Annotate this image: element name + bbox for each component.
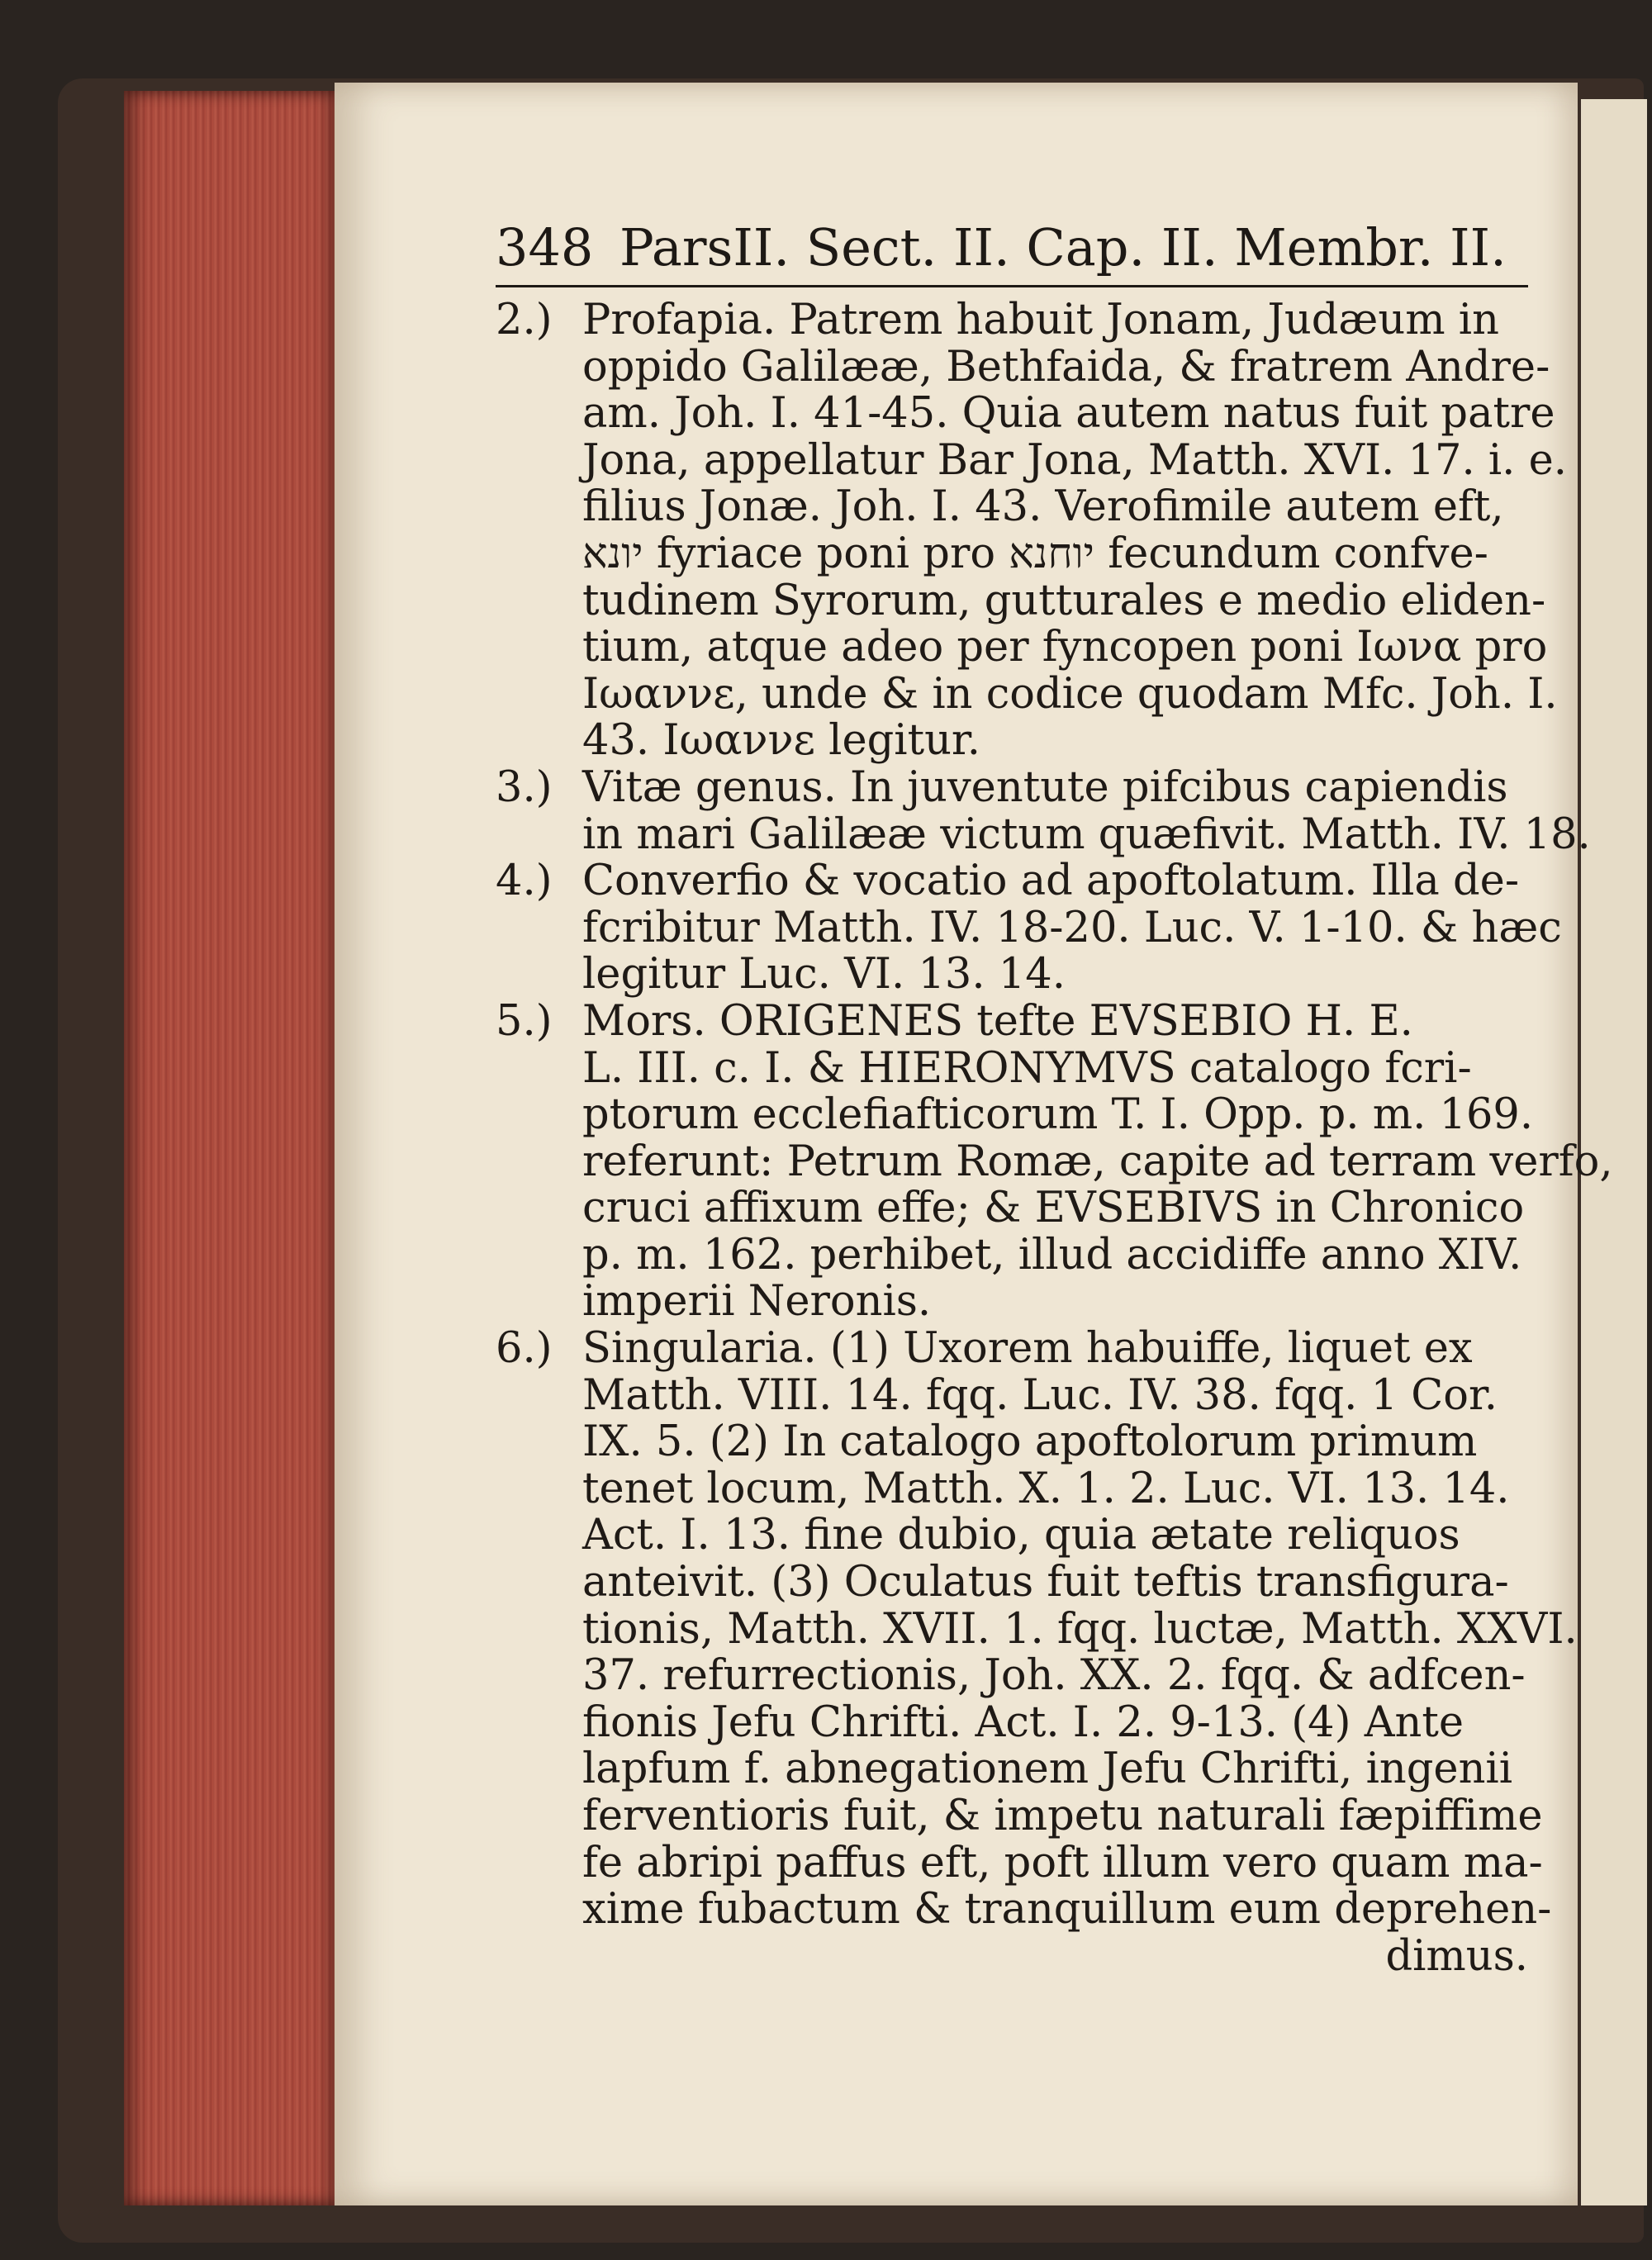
text-line [496, 810, 1591, 859]
line-text: filius Jonæ. Joh. I. 43. Verofimile autem eft, [582, 482, 1504, 532]
line-text: fcribitur Matth. IV. 18-20. Luc. V. 1-10. & hæc [582, 903, 1562, 952]
text-line [496, 342, 1550, 392]
text-line [496, 1279, 1528, 1326]
line-text: oppido Galilææ, Bethfaida, & fratrem Andre- [582, 342, 1550, 392]
text-block [496, 296, 1613, 1981]
text-line [496, 389, 1555, 439]
running-header [496, 211, 1528, 287]
text-line [496, 1419, 1528, 1466]
line-text: fe abripi paffus eft, poft illum vero quam ma- [582, 1838, 1543, 1887]
text-line [496, 297, 1528, 344]
line-text: tudinem Syrorum, gutturales e medio eliden- [582, 576, 1546, 625]
text-line [496, 996, 1528, 1046]
line-text: tionis, Matth. XVII. 1. fqq. luctæ, Matth. XXVI. [582, 1604, 1578, 1654]
text-line [496, 1090, 1534, 1140]
text-line [496, 669, 1558, 719]
line-text: xime fubactum & tranquillum eum deprehen- [582, 1885, 1552, 1935]
note-number: 6.) [496, 1324, 553, 1374]
text-line [496, 1466, 1528, 1513]
text-line [496, 1653, 1528, 1700]
text-line [496, 1512, 1528, 1560]
page-edges [124, 91, 339, 2205]
line-text: am. Joh. I. 41-45. Quia autem natus fuit patre [582, 389, 1555, 439]
line-text: IX. 5. (2) In catalogo apoftolorum primum [582, 1417, 1478, 1467]
text-line [496, 576, 1546, 625]
text-line [496, 1792, 1543, 1840]
line-text: p. m. 162. perhibet, illud accidiffe anno XIV. [582, 1230, 1522, 1280]
line-text: legitur Luc. VI. 13. 14. [582, 950, 1066, 999]
note-number: 5.) [496, 996, 553, 1046]
text-line [496, 903, 1562, 952]
text-line [496, 1326, 1528, 1373]
line-text: 37. refurrectionis, Joh. XX. 2. fqq. & adfcen- [582, 1651, 1526, 1701]
line-text: Singularia. (1) Uxorem habuiffe, liquet ex [582, 1324, 1473, 1374]
line-text: יונא fyriace poni pro יוחנא fecundum confve- [582, 529, 1488, 578]
text-line [496, 718, 1528, 765]
text-line [496, 1232, 1528, 1280]
text-line [496, 1185, 1528, 1232]
line-text: in mari Galilææ victum quæfivit. Matth. IV. 18. [582, 810, 1591, 859]
line-text: dimus. [1385, 1931, 1528, 1981]
book-page [335, 83, 1613, 2205]
text-line [496, 1931, 1528, 1981]
text-line [496, 1137, 1613, 1186]
text-line [496, 1370, 1528, 1420]
note-number: 4.) [496, 857, 553, 906]
note-number: 2.) [496, 296, 553, 344]
line-text: 43. Ιωαννε legitur. [582, 716, 980, 766]
text-line [496, 858, 1528, 905]
line-text: Act. I. 13. fine dubio, quia ætate reliquos [582, 1511, 1460, 1560]
running-title: ParsII. Sect. II. Cap. II. Membr. II. [620, 217, 1507, 278]
line-text: tenet locum, Matth. X. 1. 2. Luc. VI. 13. 14. [582, 1464, 1510, 1513]
text-line [496, 623, 1548, 672]
line-text: fionis Jefu Chrifti. Act. I. 2. 9-13. (4) Ante [582, 1697, 1464, 1747]
text-line [496, 1838, 1543, 1887]
line-text: ferventioris fuit, & impetu naturali fæpiffime [582, 1792, 1543, 1840]
line-text: ptorum ecclefiafticorum T. I. Opp. p. m. 169. [582, 1090, 1534, 1140]
line-text: Mors. ORIGENES tefte EVSEBIO H. E. [582, 996, 1413, 1046]
text-line [496, 531, 1528, 578]
text-line [496, 1560, 1528, 1607]
line-text: Matth. VIII. 14. fqq. Luc. IV. 38. fqq. 1 Cor. [582, 1370, 1498, 1420]
text-line [496, 1697, 1528, 1747]
line-text: referunt: Petrum Romæ, capite ad terram verfo, [582, 1137, 1613, 1186]
text-line [496, 952, 1528, 999]
text-line [496, 762, 1528, 812]
line-text: Vitæ genus. In juventute pifcibus capiendis [582, 762, 1508, 812]
line-text: anteivit. (3) Oculatus fuit teftis transfigura- [582, 1558, 1509, 1607]
page-number: 348 [496, 217, 594, 278]
line-text: lapfum f. abnegationem Jefu Chrifti, ingenii [582, 1745, 1513, 1794]
line-text: Jona, appellatur Bar Jona, Matth. XVI. 17. i. e. [582, 435, 1568, 485]
line-text: tium, atque adeo per fyncopen poni Ιωνα pro [582, 623, 1548, 672]
line-text: imperii Neronis. [582, 1277, 932, 1327]
text-line [496, 1746, 1528, 1793]
text-line [496, 435, 1568, 485]
text-line [496, 1604, 1578, 1654]
text-line [496, 484, 1528, 531]
line-text: Profapia. Patrem habuit Jonam, Judæum in [582, 296, 1499, 344]
text-line [496, 1043, 1528, 1093]
line-text: cruci affixum effe; & EVSEBIVS in Chronico [582, 1184, 1525, 1233]
line-text: Ιωαννε, unde & in codice quodam Mfc. Joh. I. [582, 669, 1558, 719]
text-line [496, 1885, 1552, 1935]
note-number: 3.) [496, 762, 553, 812]
line-text: Converfio & vocatio ad apoftolatum. Illa de- [582, 857, 1520, 906]
line-text: L. III. c. I. & HIERONYMVS catalogo fcri- [582, 1043, 1472, 1093]
